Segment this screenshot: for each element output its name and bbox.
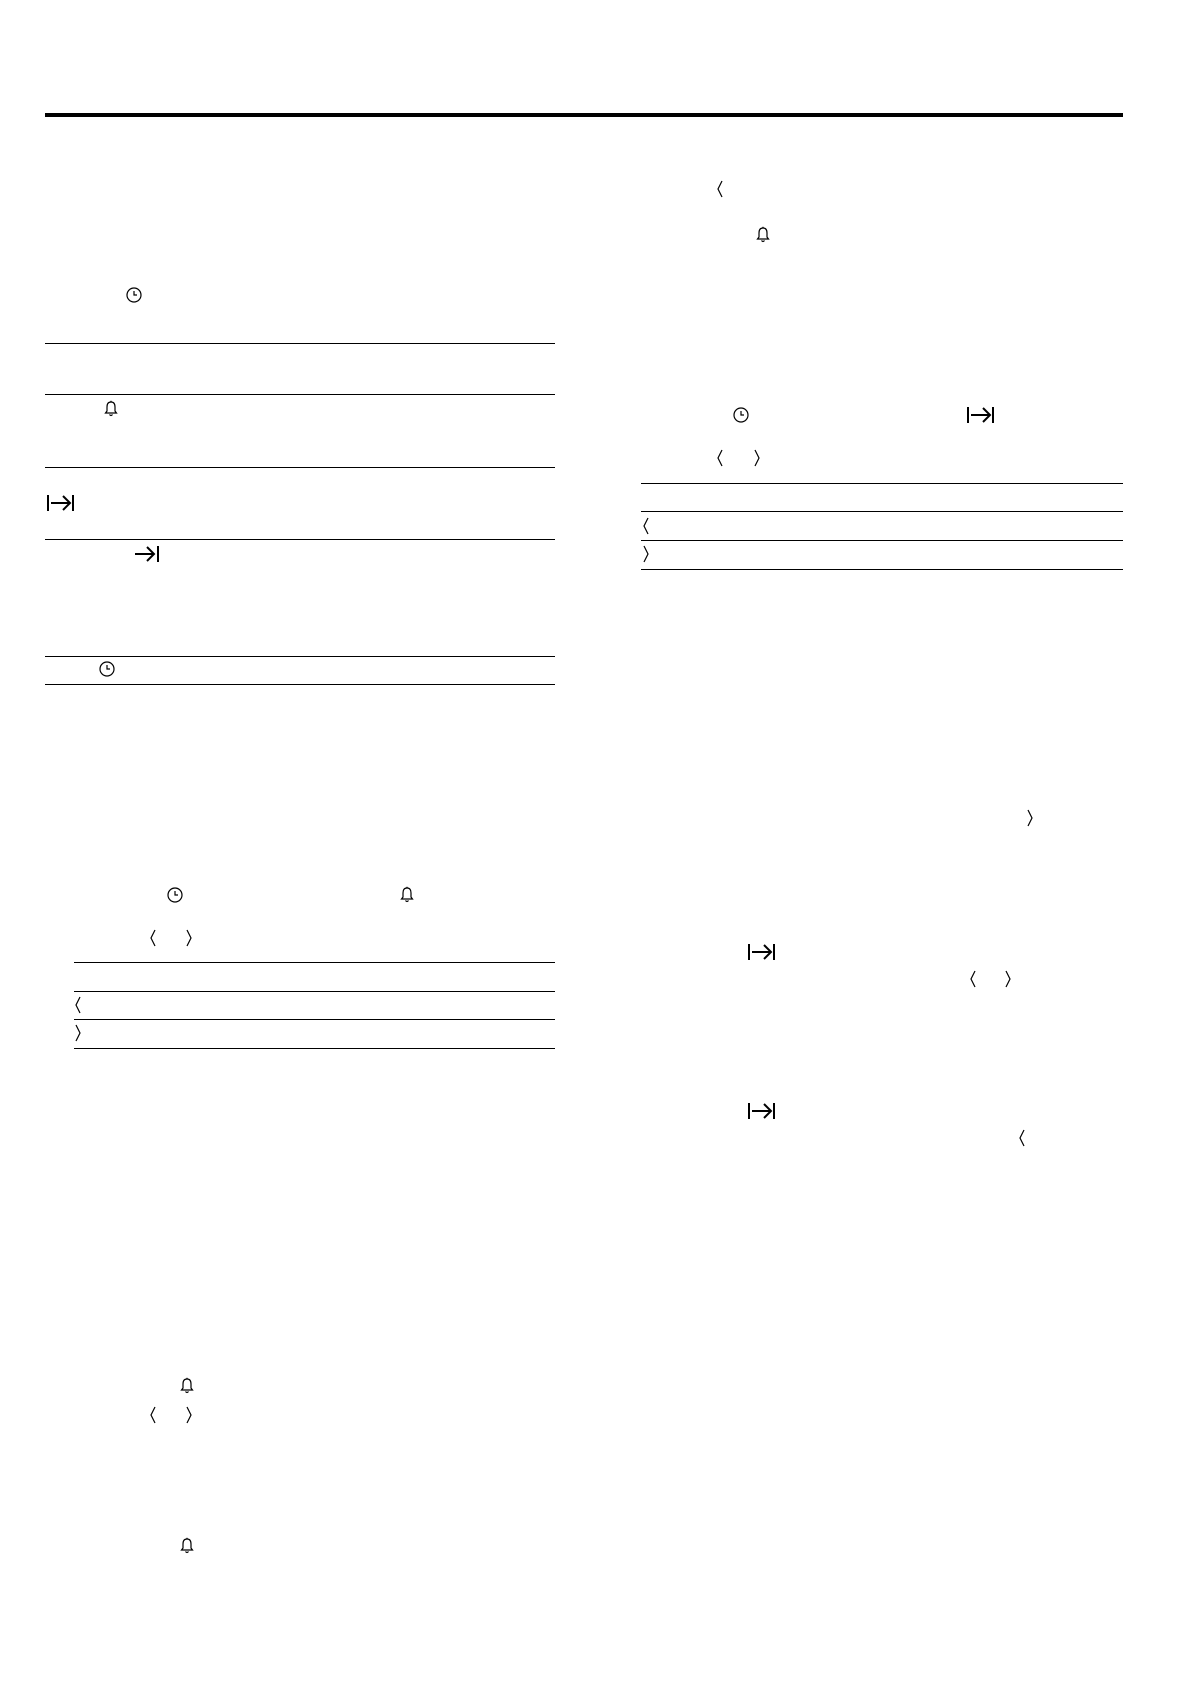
bell-icon: [179, 1537, 195, 1555]
duration-icon: [747, 1102, 776, 1120]
chevron-left-icon: [149, 929, 157, 947]
duration-icon: [966, 406, 995, 424]
table-rule: [45, 656, 555, 657]
table-rule: [45, 539, 555, 540]
table-rule: [74, 962, 555, 963]
table-rule: [45, 394, 555, 395]
clock-icon: [126, 287, 142, 303]
chevron-left-icon: [716, 180, 724, 198]
bell-icon: [103, 400, 119, 418]
table-rule: [641, 540, 1123, 541]
chevron-left-icon: [716, 449, 724, 467]
clock-icon: [733, 407, 749, 423]
chevron-left-icon: [1018, 1129, 1026, 1147]
table-rule: [45, 343, 555, 344]
chevron-left-icon: [149, 1406, 157, 1424]
chevron-left-icon: [642, 517, 650, 535]
duration-icon: [46, 494, 75, 512]
chevron-right-icon: [753, 449, 761, 467]
chevron-right-icon: [185, 1406, 193, 1424]
duration-icon: [747, 943, 776, 961]
clock-icon: [99, 661, 115, 677]
table-rule: [45, 684, 555, 685]
chevron-right-icon: [74, 1024, 82, 1042]
header-rule: [45, 113, 1123, 117]
table-rule: [74, 1048, 555, 1049]
table-rule: [45, 467, 555, 468]
table-rule: [74, 991, 555, 992]
bell-icon: [179, 1377, 195, 1395]
table-rule: [74, 1019, 555, 1020]
chevron-left-icon: [969, 970, 977, 988]
table-rule: [641, 511, 1123, 512]
chevron-right-icon: [1004, 970, 1012, 988]
chevron-right-icon: [185, 929, 193, 947]
bell-icon: [755, 226, 771, 244]
clock-icon: [167, 887, 183, 903]
table-rule: [641, 483, 1123, 484]
chevron-left-icon: [74, 996, 82, 1014]
end-time-icon: [134, 545, 160, 563]
chevron-right-icon: [1026, 809, 1034, 827]
table-rule: [641, 569, 1123, 570]
bell-icon: [399, 886, 415, 904]
chevron-right-icon: [642, 545, 650, 563]
